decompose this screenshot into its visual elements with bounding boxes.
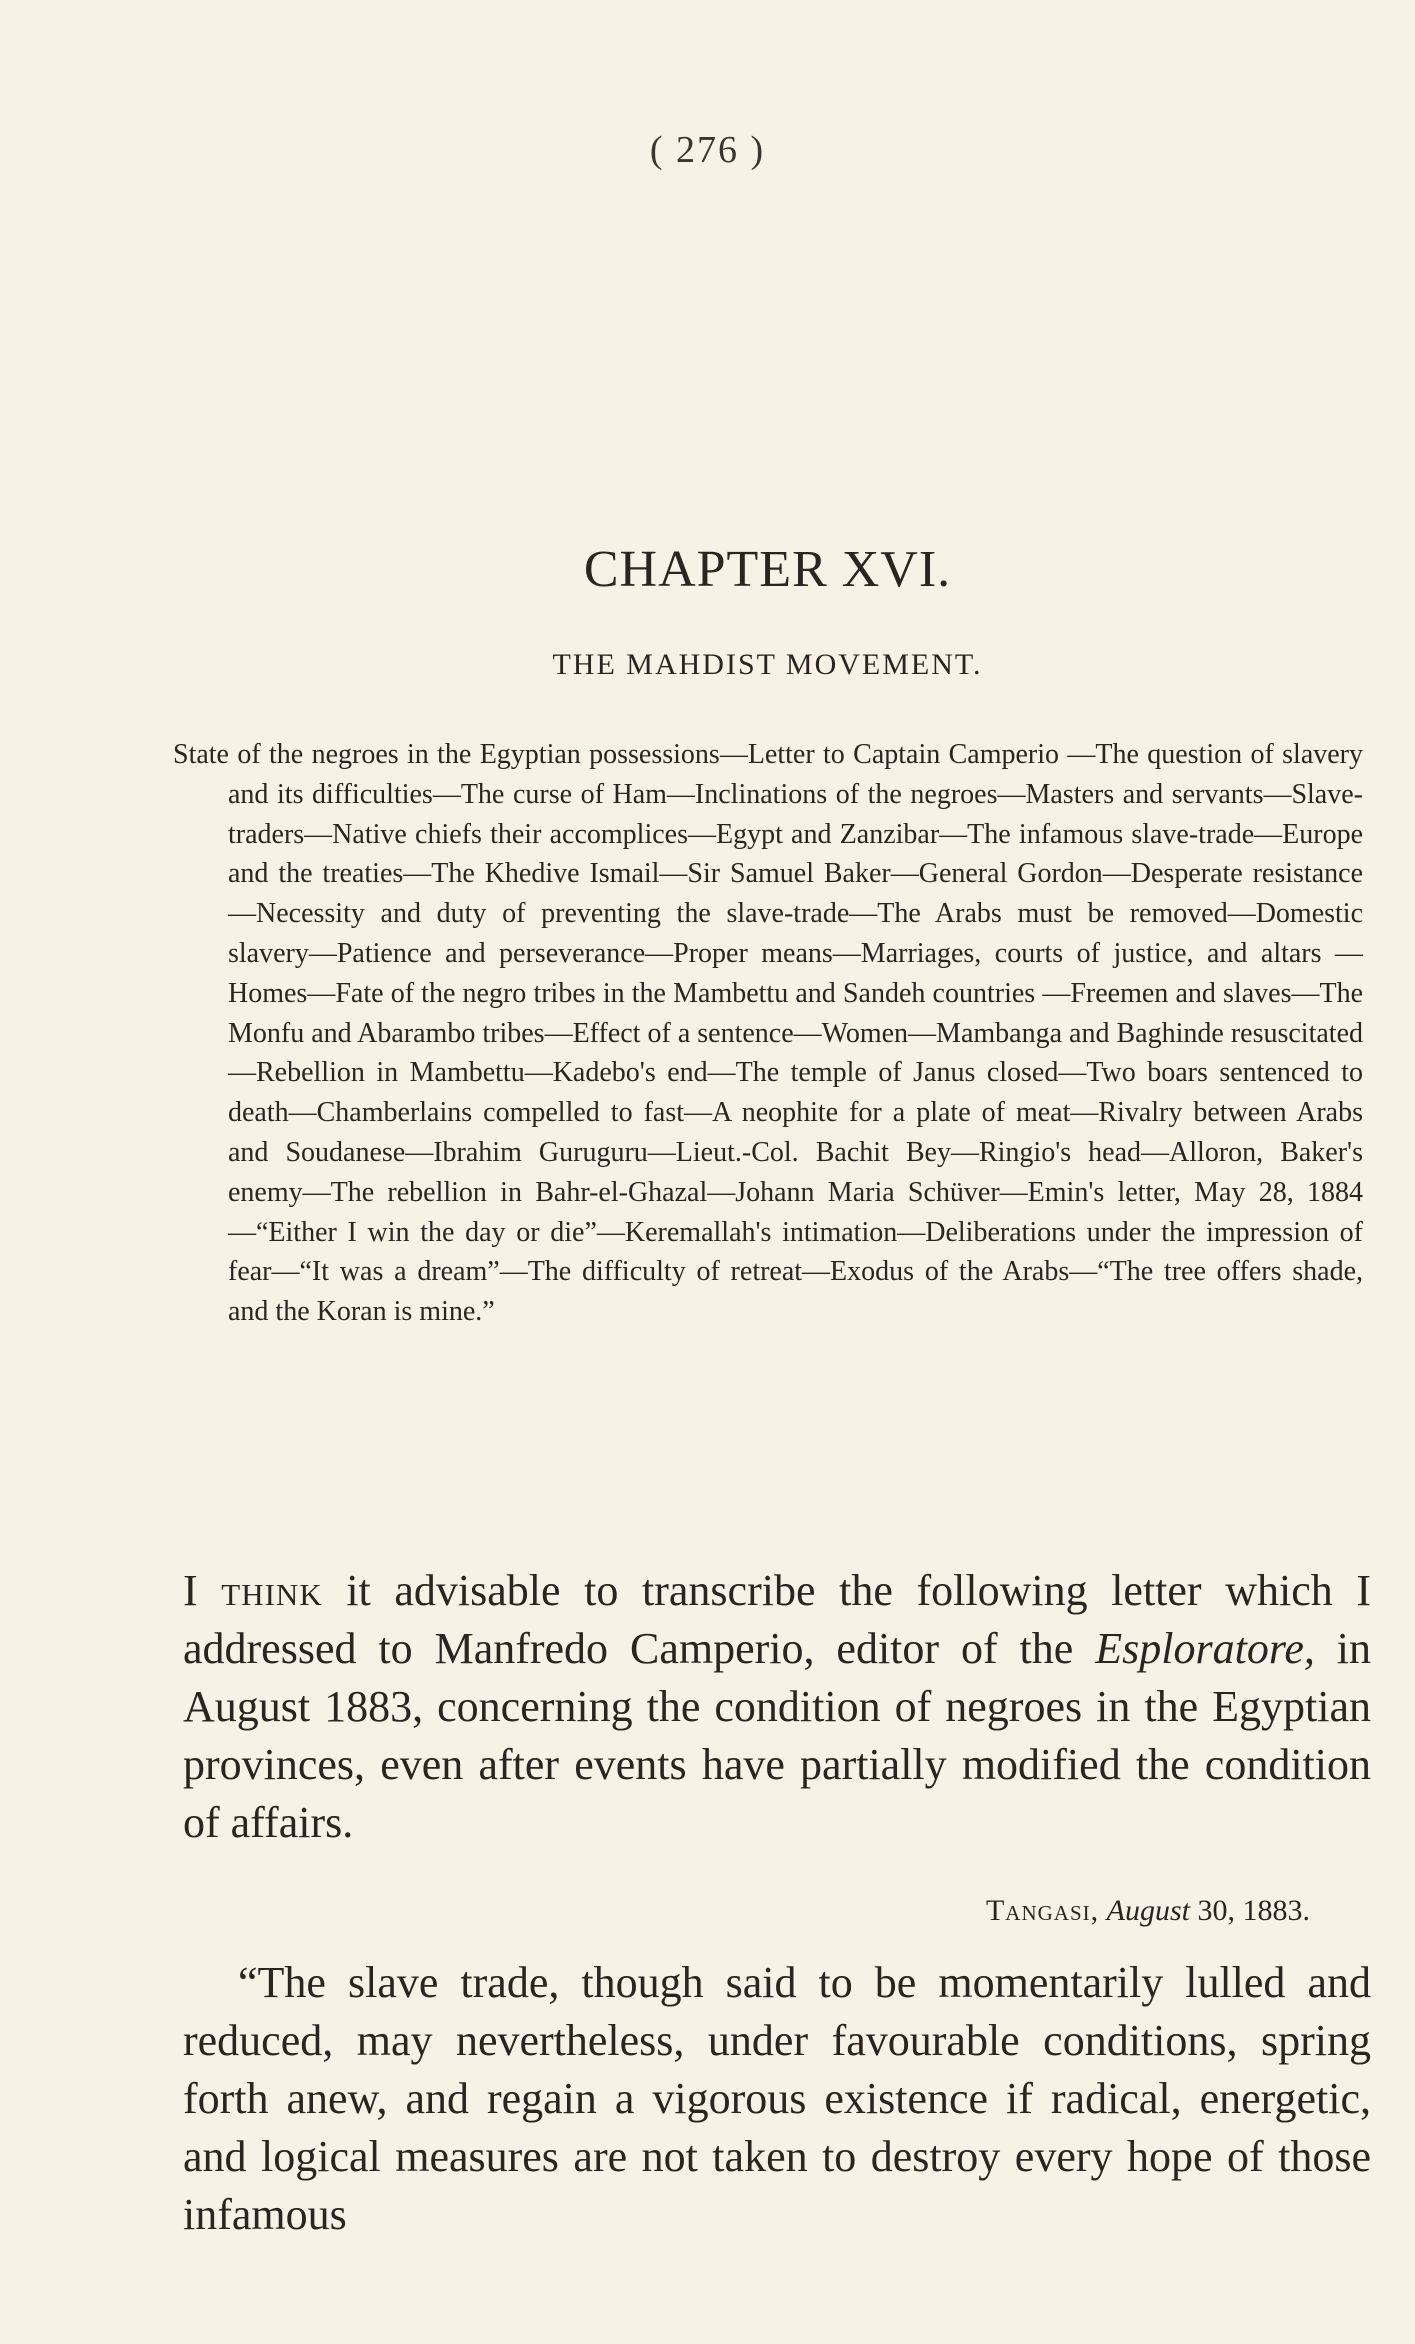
dateline-month: August bbox=[1106, 1894, 1190, 1927]
chapter-synopsis: State of the negroes in the Egyptian possessions—Letter to Captain Camperio —The question of slavery and its difficulties—The curse of Ham—Inclinations of the negroes—Masters and servants—Slave-traders—Native chiefs their accomplices—Egypt and Zanzibar—The infamous slave-trade—Europe and the treaties—The Khedive Ismail—Sir Samuel Baker—General Gordon—Desperate resistance—Necessity and duty of preventing the slave-trade—The Arabs must be removed—Domestic slavery—Patience and perseverance—Proper means—Marriages, courts of justice, and altars —Homes—Fate of the negro tribes in the Mambettu and Sandeh countries —Freemen and slaves—The Monfu and Abarambo tribes—Effect of a sentence—Women—Mambanga and Baghinde resuscitated—Rebellion in Mambettu—Kadebo's end—The temple of Janus closed—Two boars sentenced to death—Chamberlains compelled to fast—A neophite for a plate of meat—Rivalry between Arabs and Soudanese—Ibrahim Guruguru—Lieut.-Col. Bachit Bey—Ringio's head—Alloron, Baker's enemy—The rebellion in Bahr-el-Ghazal—Johann Maria Schüver—Emin's letter, May 28, 1884—“Either I win the day or die”—Keremallah's intimation—Deliberations under the impression of fear—“It was a dream”—The difficulty of retreat—Exodus of the Arabs—“The tree offers shade, and the Koran is mine.” bbox=[173, 739, 1363, 1328]
letter-dateline bbox=[700, 1894, 1310, 1928]
body-text-after-italic: in August 1883, concerning the condition of negroes in the Egyptian provinces, even after events have partially modified the condition of affairs. bbox=[183, 1624, 1372, 1847]
periodical-title: Esploratore, bbox=[1095, 1624, 1315, 1673]
chapter-subtitle: THE MAHDIST MOVEMENT. bbox=[552, 648, 983, 681]
body-paragraph bbox=[183, 1562, 1371, 1852]
dateline-date: 30, 1883. bbox=[1197, 1894, 1310, 1927]
dateline-place: Tangasi, bbox=[985, 1894, 1100, 1927]
page-number: ( 276 ) bbox=[649, 129, 766, 171]
opening-smallcaps-word: think bbox=[221, 1566, 323, 1615]
opening-word: I bbox=[183, 1566, 198, 1615]
chapter-title: CHAPTER XVI. bbox=[583, 541, 952, 598]
body-text-before-italic: it advisable to transcribe the following letter which I addressed to Manfredo Camperio, editor of the bbox=[183, 1566, 1371, 1673]
letter-quote-paragraph: “The slave trade, though said to be momentarily lulled and reduced, may nevertheless, under favourable conditions, spring forth anew, and regain a vigorous existence if radical, energetic, and logical measures are not taken to destroy every hope of those infamous bbox=[183, 1958, 1371, 2239]
